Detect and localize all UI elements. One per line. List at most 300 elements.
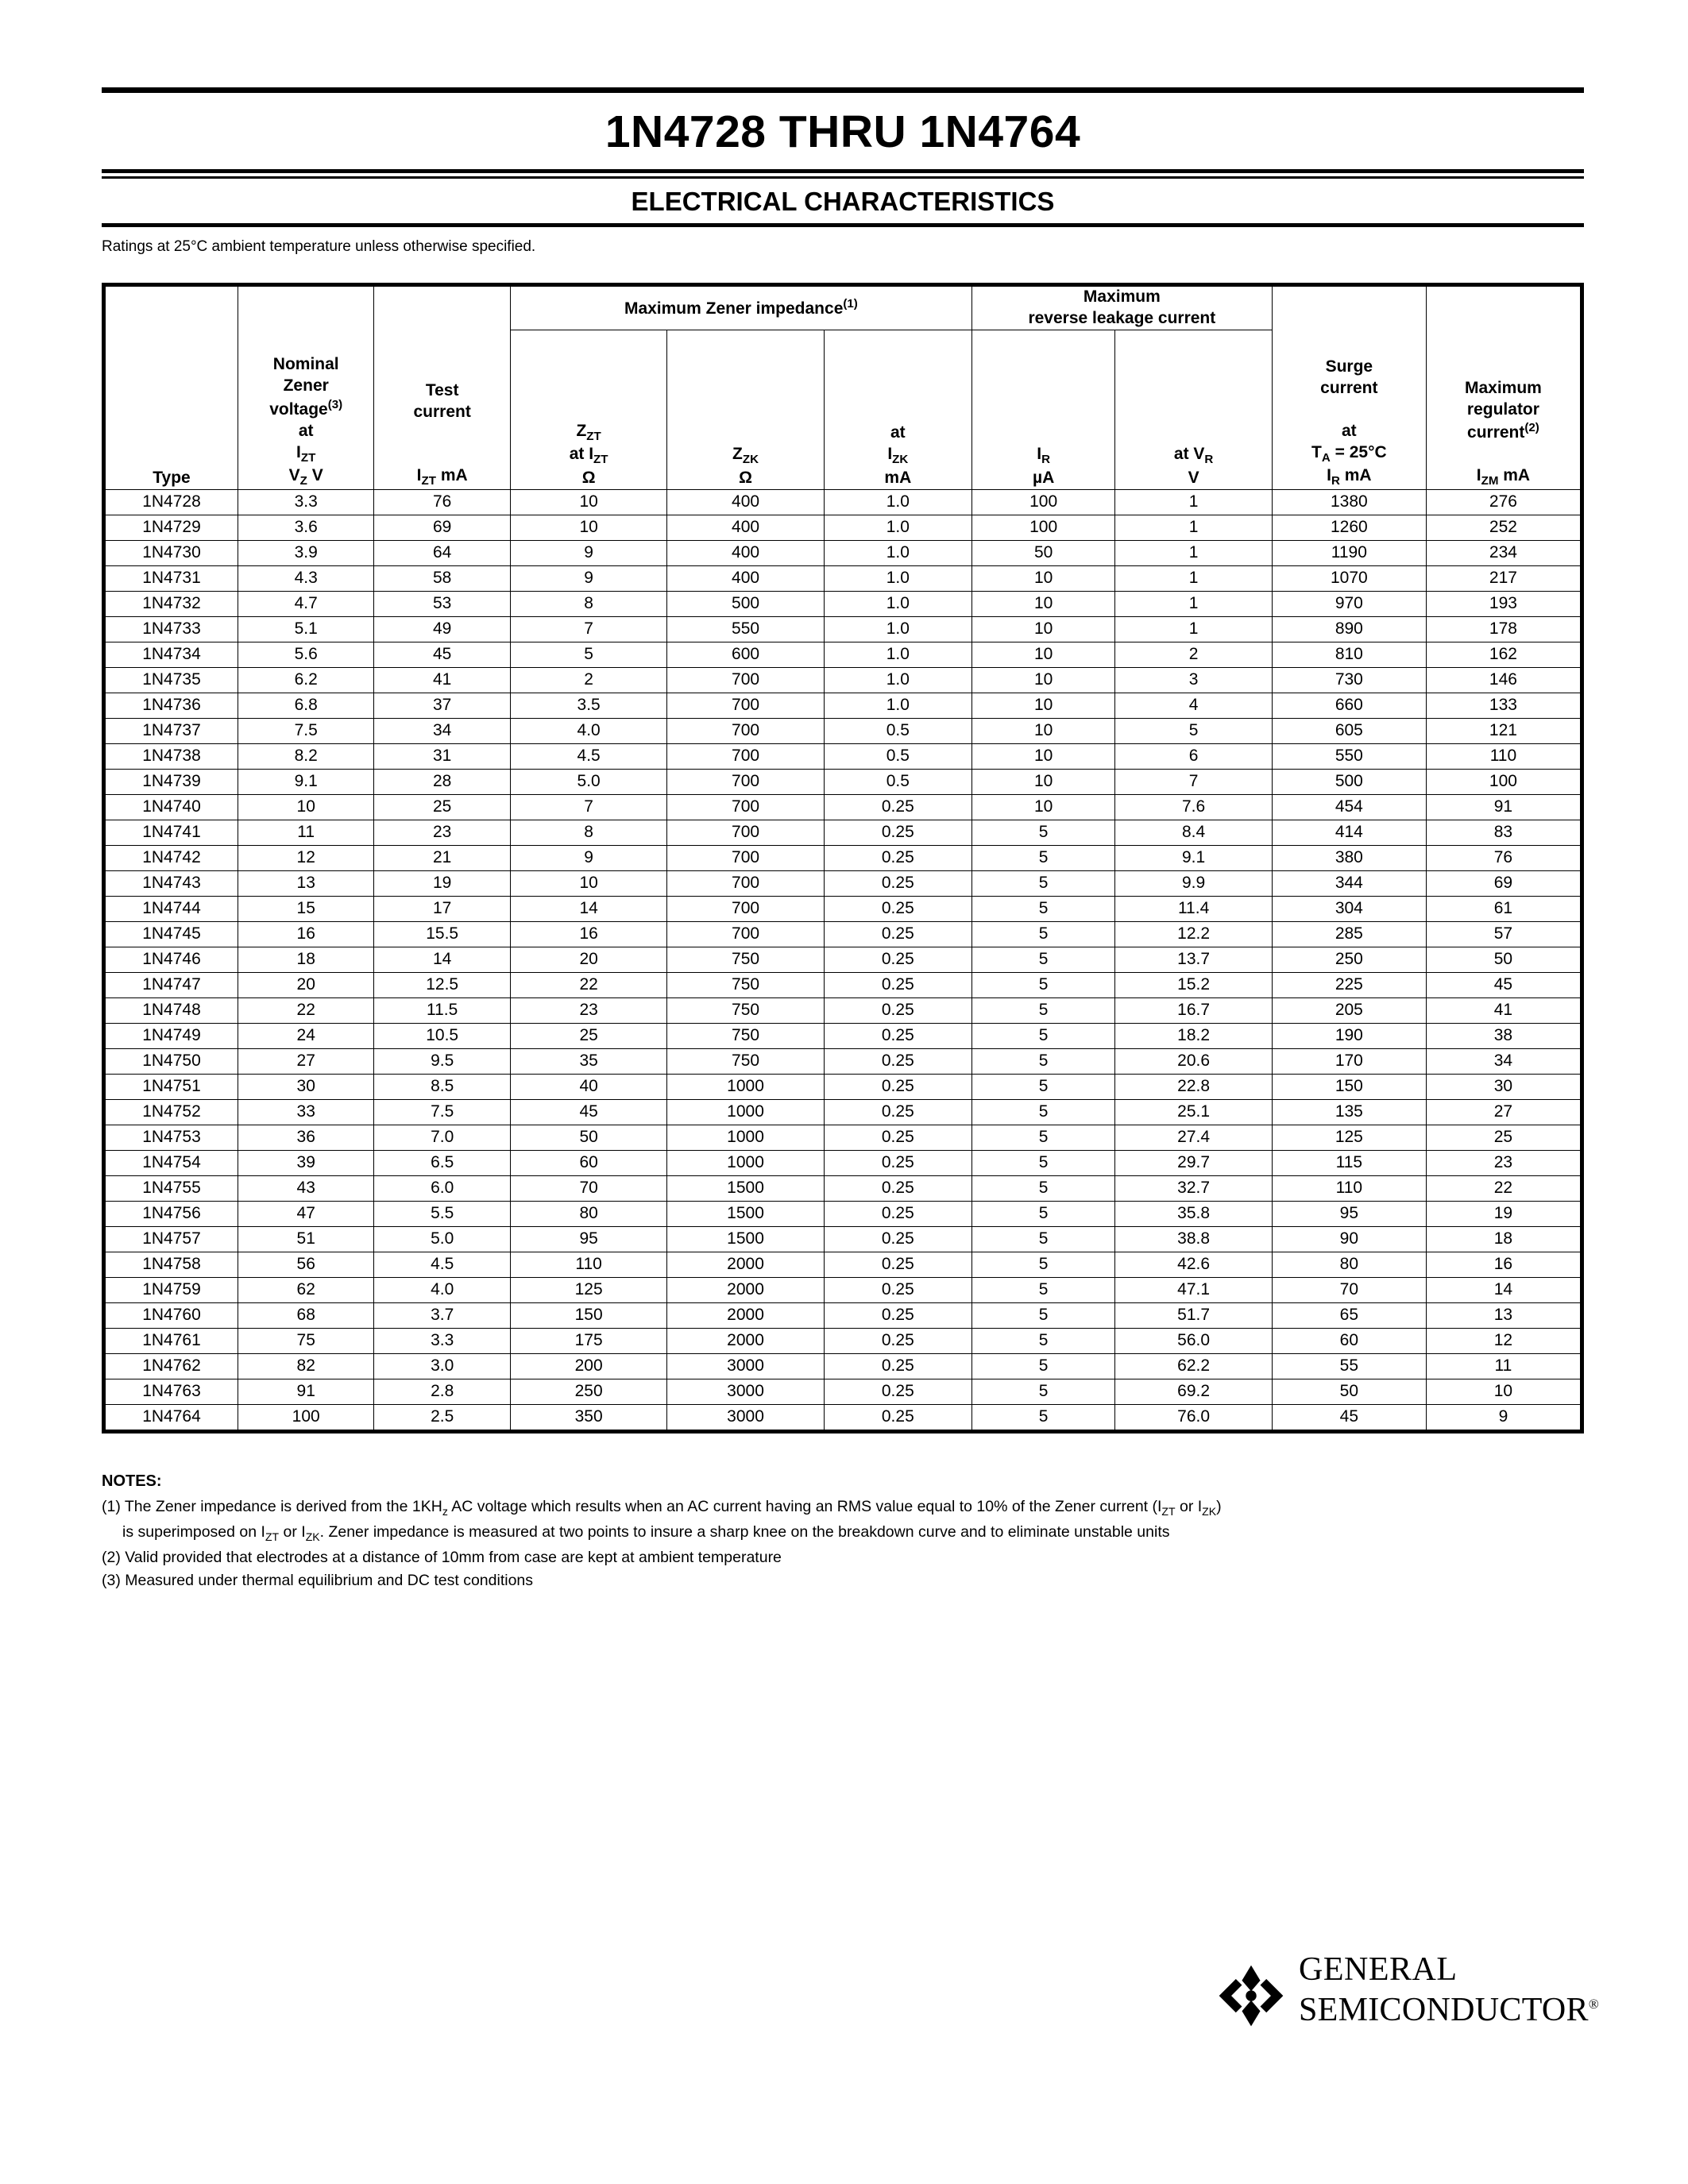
cell-izt: 7.5 [374,1099,510,1125]
cell-ir: 100 [971,515,1115,540]
cell-izt: 53 [374,591,510,616]
table-row [106,1175,1581,1201]
cell-surge: 890 [1272,616,1426,642]
cell-surge: 304 [1272,896,1426,921]
cell-zzk: 700 [667,718,824,743]
cell-izt: 3.7 [374,1302,510,1328]
cell-izm: 121 [1426,718,1580,743]
cell-zzk: 3000 [667,1379,824,1404]
cell-vz: 18 [238,947,373,972]
cell-vr: 18.2 [1115,1023,1272,1048]
cell-zzk: 2000 [667,1277,824,1302]
table-row [106,997,1581,1023]
table-row [106,1404,1581,1430]
cell-type: 1N4764 [106,1404,238,1430]
cell-type: 1N4762 [106,1353,238,1379]
cell-zzk: 700 [667,845,824,870]
cell-izk: 0.25 [824,1404,971,1430]
cell-surge: 225 [1272,972,1426,997]
cell-zzk: 700 [667,870,824,896]
cell-vr: 1 [1115,616,1272,642]
header-test-current: Test current $I_{ZT}$ mA [374,287,510,490]
cell-zzk: 750 [667,1048,824,1074]
cell-izt: 15.5 [374,921,510,947]
cell-ir: 5 [971,1379,1115,1404]
cell-type: 1N4734 [106,642,238,667]
cell-vr: 11.4 [1115,896,1272,921]
cell-zzt: 9 [510,845,666,870]
cell-izm: 178 [1426,616,1580,642]
cell-zzk: 700 [667,896,824,921]
cell-izk: 0.25 [824,1023,971,1048]
header-ir: $I_R$ µA [971,330,1115,489]
cell-type: 1N4742 [106,845,238,870]
table-row [106,1201,1581,1226]
cell-vz: 4.7 [238,591,373,616]
cell-izm: 50 [1426,947,1580,972]
cell-izm: 146 [1426,667,1580,693]
cell-izt: 2.5 [374,1404,510,1430]
cell-type: 1N4741 [106,820,238,845]
cell-izk: 1.0 [824,540,971,565]
cell-izm: 16 [1426,1252,1580,1277]
cell-vz: 75 [238,1328,373,1353]
cell-vr: 1 [1115,591,1272,616]
cell-izt: 17 [374,896,510,921]
cell-izm: 22 [1426,1175,1580,1201]
cell-ir: 10 [971,667,1115,693]
cell-vr: 4 [1115,693,1272,718]
cell-vz: 5.1 [238,616,373,642]
cell-zzk: 750 [667,947,824,972]
table-row [106,1226,1581,1252]
cell-zzt: 50 [510,1125,666,1150]
cell-zzt: 9 [510,540,666,565]
cell-zzt: 25 [510,1023,666,1048]
cell-vz: 47 [238,1201,373,1226]
cell-izt: 2.8 [374,1379,510,1404]
cell-izm: 41 [1426,997,1580,1023]
cell-izm: 61 [1426,896,1580,921]
cell-vz: 10 [238,794,373,820]
cell-izk: 0.25 [824,820,971,845]
cell-izt: 9.5 [374,1048,510,1074]
cell-zzk: 1500 [667,1201,824,1226]
cell-izt: 8.5 [374,1074,510,1099]
cell-zzk: 700 [667,769,824,794]
cell-surge: 45 [1272,1404,1426,1430]
ratings-note: Ratings at 25°C ambient temperature unless otherwise specified. [102,238,536,255]
cell-zzk: 400 [667,489,824,515]
table-row [106,845,1581,870]
cell-ir: 5 [971,845,1115,870]
cell-surge: 95 [1272,1201,1426,1226]
cell-vr: 1 [1115,489,1272,515]
cell-type: 1N4763 [106,1379,238,1404]
cell-vz: 24 [238,1023,373,1048]
cell-zzt: 200 [510,1353,666,1379]
cell-surge: 1190 [1272,540,1426,565]
table-row [106,1353,1581,1379]
header-type: Type [106,287,238,490]
table-row [106,616,1581,642]
cell-vr: 51.7 [1115,1302,1272,1328]
cell-izm: 12 [1426,1328,1580,1353]
cell-ir: 10 [971,743,1115,769]
cell-zzt: 110 [510,1252,666,1277]
cell-vr: 13.7 [1115,947,1272,972]
cell-vz: 36 [238,1125,373,1150]
cell-surge: 344 [1272,870,1426,896]
cell-zzt: 125 [510,1277,666,1302]
cell-vr: 29.7 [1115,1150,1272,1175]
cell-zzk: 600 [667,642,824,667]
company-logo [1213,1950,1600,2045]
cell-zzk: 500 [667,591,824,616]
cell-surge: 90 [1272,1226,1426,1252]
cell-surge: 730 [1272,667,1426,693]
cell-vr: 3 [1115,667,1272,693]
cell-izt: 23 [374,820,510,845]
cell-vz: 12 [238,845,373,870]
cell-zzk: 2000 [667,1302,824,1328]
cell-ir: 5 [971,896,1115,921]
cell-zzk: 1000 [667,1150,824,1175]
cell-vz: 20 [238,972,373,997]
cell-zzt: 4.0 [510,718,666,743]
cell-izk: 0.5 [824,743,971,769]
cell-izk: 0.25 [824,1252,971,1277]
cell-izt: 19 [374,870,510,896]
note-3: (3) Measured under thermal equilibrium and DC test conditions [102,1572,534,1590]
cell-izt: 4.0 [374,1277,510,1302]
cell-vz: 3.9 [238,540,373,565]
cell-zzt: 250 [510,1379,666,1404]
cell-ir: 5 [971,1099,1115,1125]
cell-izt: 6.5 [374,1150,510,1175]
table-row [106,642,1581,667]
cell-ir: 5 [971,1125,1115,1150]
cell-izt: 31 [374,743,510,769]
cell-surge: 550 [1272,743,1426,769]
cell-type: 1N4736 [106,693,238,718]
cell-vz: 27 [238,1048,373,1074]
cell-vr: 32.7 [1115,1175,1272,1201]
table-row [106,1125,1581,1150]
cell-izk: 0.25 [824,1328,971,1353]
cell-type: 1N4754 [106,1150,238,1175]
cell-zzt: 20 [510,947,666,972]
cell-izm: 14 [1426,1277,1580,1302]
cell-type: 1N4755 [106,1175,238,1201]
cell-izt: 10.5 [374,1023,510,1048]
header-nominal-zener-voltage: Nominal Zener voltage$^{(3)}$ at $I_{ZT}$ $V_Z$ V [238,287,373,490]
cell-zzt: 350 [510,1404,666,1430]
cell-izk: 0.25 [824,1379,971,1404]
cell-ir: 5 [971,972,1115,997]
cell-izt: 14 [374,947,510,972]
cell-izk: 0.25 [824,794,971,820]
cell-vz: 68 [238,1302,373,1328]
table-row [106,1379,1581,1404]
cell-izt: 3.0 [374,1353,510,1379]
cell-type: 1N4740 [106,794,238,820]
cell-ir: 10 [971,794,1115,820]
cell-type: 1N4750 [106,1048,238,1074]
cell-type: 1N4751 [106,1074,238,1099]
note-2: (2) Valid provided that electrodes at a distance of 10mm from case are kept at ambient temperature [102,1548,782,1566]
cell-vz: 6.8 [238,693,373,718]
cell-ir: 5 [971,1328,1115,1353]
cell-vr: 1 [1115,515,1272,540]
cell-surge: 810 [1272,642,1426,667]
cell-vz: 56 [238,1252,373,1277]
cell-vz: 4.3 [238,565,373,591]
cell-izk: 0.25 [824,1175,971,1201]
cell-izm: 18 [1426,1226,1580,1252]
cell-izm: 38 [1426,1023,1580,1048]
cell-vz: 3.3 [238,489,373,515]
cell-zzk: 700 [667,794,824,820]
cell-ir: 5 [971,1302,1115,1328]
table-row [106,1302,1581,1328]
cell-zzk: 2000 [667,1328,824,1353]
cell-izk: 0.25 [824,896,971,921]
cell-izm: 9 [1426,1404,1580,1430]
table-row [106,1150,1581,1175]
cell-izm: 110 [1426,743,1580,769]
cell-zzt: 16 [510,921,666,947]
cell-vr: 7.6 [1115,794,1272,820]
cell-vz: 15 [238,896,373,921]
cell-vz: 11 [238,820,373,845]
table-row [106,718,1581,743]
header-group-reverse-leakage: Maximum reverse leakage current [971,287,1272,330]
cell-izk: 0.25 [824,997,971,1023]
cell-zzt: 95 [510,1226,666,1252]
cell-izt: 34 [374,718,510,743]
header-izk: at $I_{ZK}$ mA [824,330,971,489]
cell-surge: 170 [1272,1048,1426,1074]
cell-type: 1N4747 [106,972,238,997]
cell-surge: 115 [1272,1150,1426,1175]
cell-ir: 5 [971,1074,1115,1099]
cell-izk: 0.25 [824,1201,971,1226]
cell-ir: 5 [971,1252,1115,1277]
cell-vr: 16.7 [1115,997,1272,1023]
cell-ir: 5 [971,947,1115,972]
cell-zzk: 400 [667,540,824,565]
cell-ir: 5 [971,1277,1115,1302]
cell-ir: 5 [971,1048,1115,1074]
cell-izt: 45 [374,642,510,667]
cell-izk: 0.25 [824,1074,971,1099]
cell-vr: 42.6 [1115,1252,1272,1277]
cell-type: 1N4758 [106,1252,238,1277]
cell-izt: 5.5 [374,1201,510,1226]
cell-surge: 135 [1272,1099,1426,1125]
cell-vz: 62 [238,1277,373,1302]
cell-ir: 10 [971,565,1115,591]
cell-izk: 0.25 [824,1150,971,1175]
cell-zzt: 80 [510,1201,666,1226]
cell-zzt: 150 [510,1302,666,1328]
cell-vr: 6 [1115,743,1272,769]
cell-zzt: 35 [510,1048,666,1074]
cell-izk: 1.0 [824,591,971,616]
cell-surge: 970 [1272,591,1426,616]
cell-izk: 1.0 [824,667,971,693]
cell-vr: 47.1 [1115,1277,1272,1302]
cell-izk: 0.25 [824,1125,971,1150]
header-zzk: $Z_{ZK}$ Ω [667,330,824,489]
cell-zzk: 2000 [667,1252,824,1277]
cell-zzt: 7 [510,616,666,642]
cell-izm: 83 [1426,820,1580,845]
page-title: 1N4728 THRU 1N4764 [605,106,1081,157]
cell-zzk: 3000 [667,1404,824,1430]
cell-surge: 285 [1272,921,1426,947]
cell-ir: 10 [971,616,1115,642]
cell-type: 1N4739 [106,769,238,794]
cell-vr: 12.2 [1115,921,1272,947]
cell-izk: 0.25 [824,870,971,896]
cell-izk: 0.25 [824,972,971,997]
cell-izt: 49 [374,616,510,642]
cell-zzt: 8 [510,591,666,616]
cell-izk: 1.0 [824,515,971,540]
cell-vr: 9.9 [1115,870,1272,896]
cell-zzt: 4.5 [510,743,666,769]
table-row [106,693,1581,718]
table-row [106,972,1581,997]
cell-vr: 7 [1115,769,1272,794]
cell-izt: 76 [374,489,510,515]
cell-surge: 1380 [1272,489,1426,515]
cell-type: 1N4759 [106,1277,238,1302]
table-row [106,1074,1581,1099]
table-row [106,921,1581,947]
cell-zzk: 1000 [667,1074,824,1099]
general-semiconductor-mark-icon [1213,1958,1289,2034]
cell-type: 1N4743 [106,870,238,896]
cell-vz: 91 [238,1379,373,1404]
cell-type: 1N4744 [106,896,238,921]
cell-surge: 70 [1272,1277,1426,1302]
cell-izk: 0.25 [824,1048,971,1074]
table-row [106,947,1581,972]
cell-surge: 1070 [1272,565,1426,591]
cell-vr: 15.2 [1115,972,1272,997]
table-row [106,743,1581,769]
cell-izm: 193 [1426,591,1580,616]
cell-type: 1N4756 [106,1201,238,1226]
cell-izk: 0.25 [824,1099,971,1125]
cell-zzk: 700 [667,743,824,769]
table-row [106,489,1581,515]
cell-izk: 1.0 [824,489,971,515]
cell-zzk: 3000 [667,1353,824,1379]
cell-surge: 55 [1272,1353,1426,1379]
cell-izm: 34 [1426,1048,1580,1074]
cell-izt: 21 [374,845,510,870]
cell-vz: 13 [238,870,373,896]
cell-izk: 0.25 [824,1302,971,1328]
cell-zzk: 1000 [667,1099,824,1125]
cell-izm: 69 [1426,870,1580,896]
cell-zzt: 7 [510,794,666,820]
table-row [106,769,1581,794]
cell-vz: 30 [238,1074,373,1099]
cell-ir: 5 [971,921,1115,947]
cell-vr: 76.0 [1115,1404,1272,1430]
table-row [106,1328,1581,1353]
cell-type: 1N4757 [106,1226,238,1252]
cell-surge: 380 [1272,845,1426,870]
cell-izt: 41 [374,667,510,693]
cell-izm: 76 [1426,845,1580,870]
cell-izk: 1.0 [824,642,971,667]
cell-izt: 37 [374,693,510,718]
cell-zzk: 750 [667,1023,824,1048]
cell-vz: 51 [238,1226,373,1252]
cell-type: 1N4732 [106,591,238,616]
cell-zzk: 1500 [667,1175,824,1201]
cell-vr: 62.2 [1115,1353,1272,1379]
cell-vz: 16 [238,921,373,947]
cell-zzt: 10 [510,515,666,540]
table-row [106,1277,1581,1302]
cell-surge: 660 [1272,693,1426,718]
cell-izt: 64 [374,540,510,565]
logo-wordmark [1299,1953,1599,2027]
cell-vz: 5.6 [238,642,373,667]
cell-surge: 50 [1272,1379,1426,1404]
cell-ir: 5 [971,1226,1115,1252]
cell-izm: 23 [1426,1150,1580,1175]
cell-type: 1N4760 [106,1302,238,1328]
cell-type: 1N4733 [106,616,238,642]
header-group-zener-impedance: Maximum Zener impedance$^{(1)}$ [510,287,971,330]
cell-ir: 10 [971,718,1115,743]
cell-type: 1N4730 [106,540,238,565]
logo-line-2: SEMICONDUCTOR® [1299,1992,1600,2028]
cell-ir: 5 [971,870,1115,896]
cell-izt: 6.0 [374,1175,510,1201]
cell-surge: 414 [1272,820,1426,845]
table-body [106,489,1581,1430]
cell-izt: 7.0 [374,1125,510,1150]
cell-izt: 69 [374,515,510,540]
table-row [106,820,1581,845]
cell-zzt: 9 [510,565,666,591]
cell-zzt: 60 [510,1150,666,1175]
cell-zzt: 5.0 [510,769,666,794]
cell-zzt: 3.5 [510,693,666,718]
cell-surge: 250 [1272,947,1426,972]
cell-izk: 0.25 [824,845,971,870]
cell-type: 1N4729 [106,515,238,540]
cell-zzt: 2 [510,667,666,693]
cell-zzt: 10 [510,489,666,515]
cell-izt: 11.5 [374,997,510,1023]
registered-mark: ® [1588,1997,1600,2012]
cell-type: 1N4746 [106,947,238,972]
cell-vz: 3.6 [238,515,373,540]
cell-vz: 6.2 [238,667,373,693]
cell-ir: 5 [971,1353,1115,1379]
cell-izm: 10 [1426,1379,1580,1404]
